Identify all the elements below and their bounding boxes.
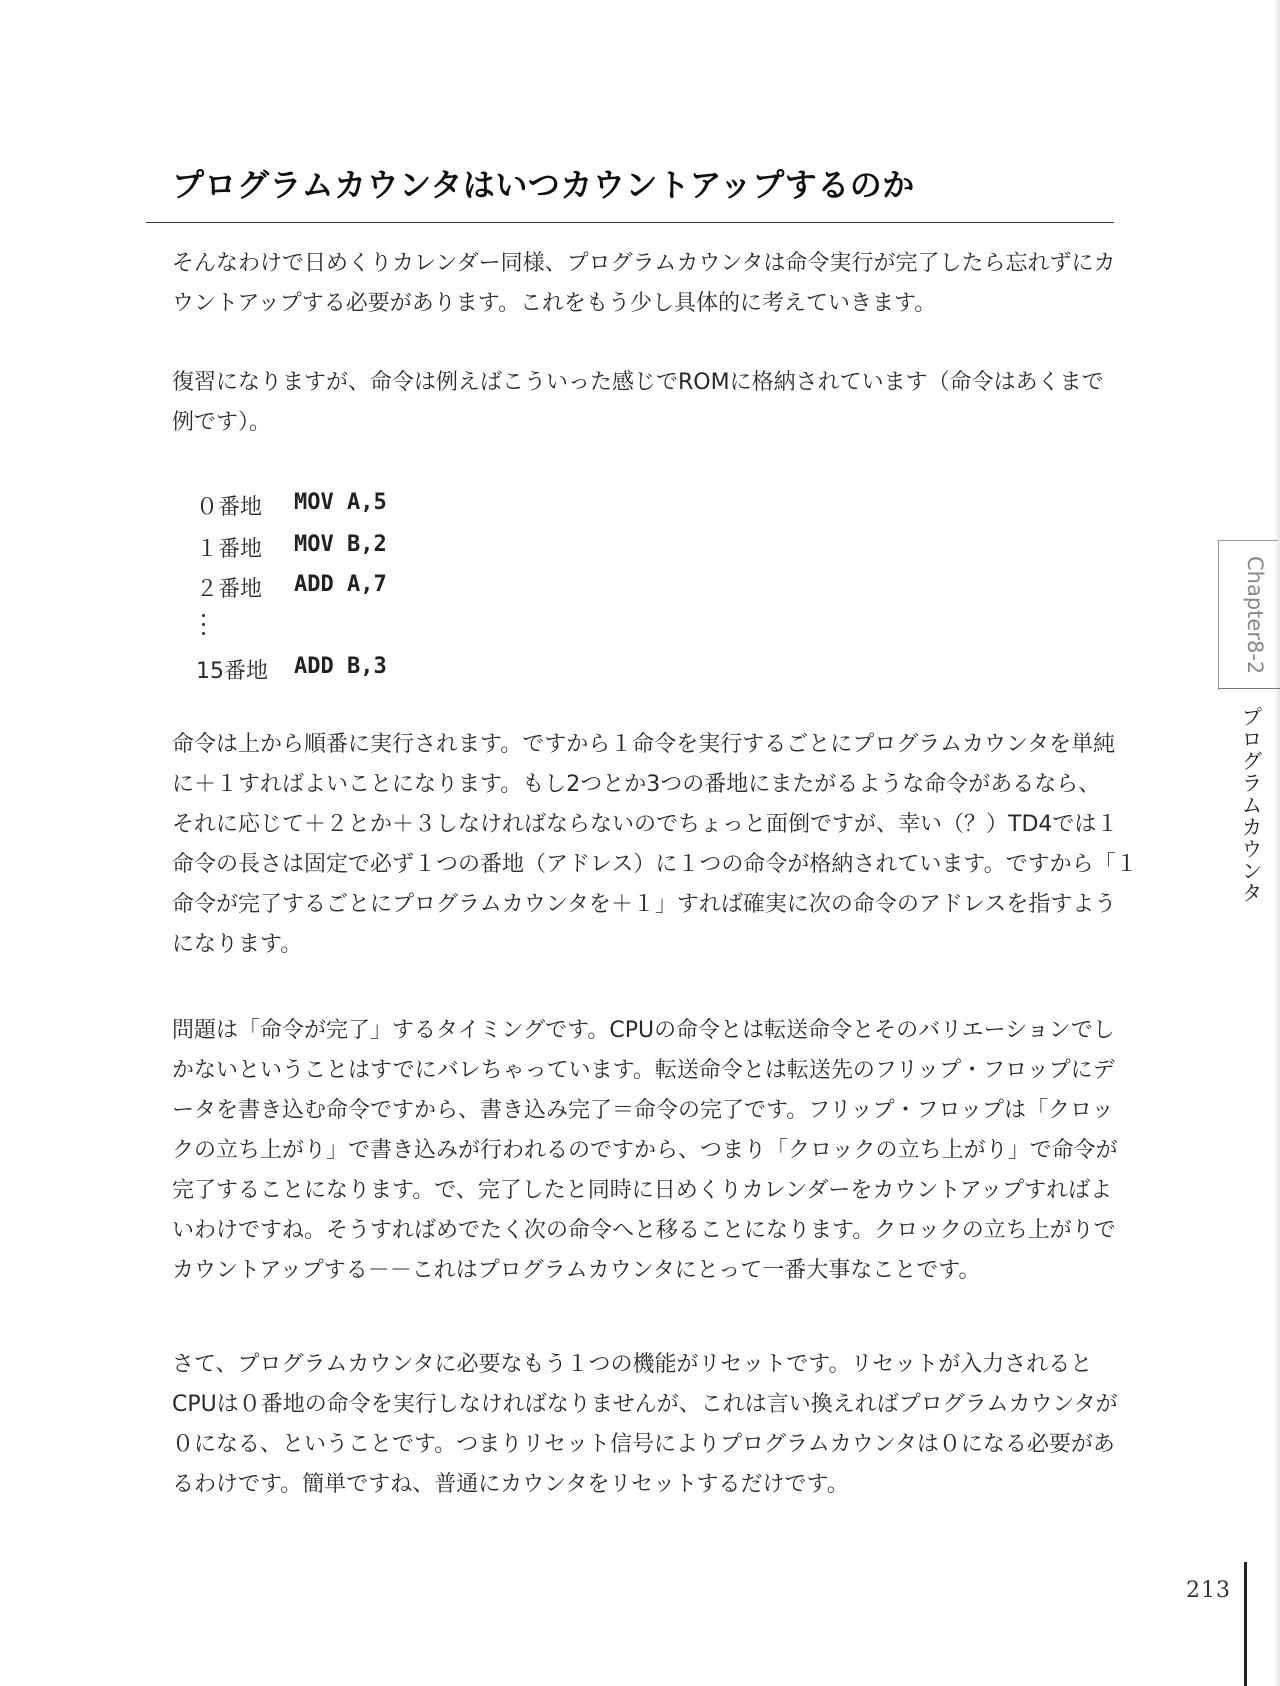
side-tab-left-rule — [1218, 540, 1219, 690]
paragraph-intro — [172, 244, 1132, 324]
paragraph-line: さて、プログラムカウンタに必要なもう１つの機能がリセットです。リセットが入力されると — [172, 1352, 1093, 1377]
side-tab-chapter: Chapter8-2 — [1243, 556, 1267, 675]
page-edge — [1274, 0, 1280, 1686]
paragraph-line: ータを書き込む命令ですから、書き込み完了＝命令の完了です。フリップ・フロップは「クロッ — [172, 1098, 1114, 1123]
code-instruction: ADD A,7 — [294, 572, 387, 597]
paragraph-line: クの立ち上がり」で書き込みが行われるのですから、つまり「クロックの立ち上がり」で命令が — [172, 1138, 1118, 1163]
side-tab-divider — [1218, 688, 1280, 689]
paragraph-line: 問題は「命令が完了」するタイミングです。CPUの命令とは転送命令とそのバリエーションでし — [172, 1018, 1115, 1043]
paragraph-timing — [172, 1011, 1132, 1291]
code-line — [196, 532, 496, 562]
paragraph-line: かないということはすでにバレちゃっています。転送命令とは転送先のフリップ・フロップにデ — [172, 1058, 1115, 1083]
paragraph-line: 例です）。 — [172, 410, 272, 435]
page-number: 213 — [1186, 1578, 1231, 1603]
title-underline — [146, 222, 1114, 223]
code-address: １番地 — [196, 537, 263, 562]
page-number-rule — [1244, 1562, 1247, 1686]
paragraph-line: それに応じて＋２とか＋３しなければならないのでちょっと面倒ですが、幸い（？）TD4では１ — [172, 812, 1119, 837]
code-address: ０番地 — [196, 495, 263, 520]
paragraph-line: るわけです。簡単ですね、普通にカウンタをリセットするだけです。 — [172, 1472, 849, 1497]
code-instruction: ADD B,3 — [294, 654, 387, 679]
paragraph-line: になります。 — [172, 932, 303, 957]
code-line — [196, 490, 496, 520]
paragraph-line: カウントアップする－－これはプログラムカウンタにとって一番大事なことです。 — [172, 1258, 981, 1283]
paragraph-line: CPUは０番地の命令を実行しなければなりませんが、これは言い換えればプログラムカウンタが — [172, 1392, 1118, 1417]
code-address: ２番地 — [196, 577, 263, 602]
paragraph-line: いわけですね。そうすればめでたく次の命令へと移ることになります。クロックの立ち上がりで — [172, 1218, 1116, 1243]
paragraph-line: 命令が完了するごとにプログラムカウンタを＋１」すれば確実に次の命令のアドレスを指すよう — [172, 892, 1117, 917]
code-instruction: MOV B,2 — [294, 532, 387, 557]
paragraph-review — [172, 363, 1132, 443]
code-line — [196, 654, 496, 684]
paragraph-line: 復習になりますが、命令は例えばこういった感じでROMに格納されています（命令はあくまで — [172, 370, 1104, 395]
paragraph-line: 完了することになります。で、完了したと同時に日めくりカレンダーをカウントアップすればよ — [172, 1178, 1113, 1203]
paragraph-line: ０になる、ということです。つまりリセット信号によりプログラムカウンタは０になる必要があ — [172, 1432, 1115, 1457]
code-instruction: MOV A,5 — [294, 490, 387, 515]
paragraph-line: 命令の長さは固定で必ず１つの番地（アドレス）に１つの命令が格納されています。ですから「１ — [172, 852, 1138, 877]
paragraph-execution — [172, 725, 1138, 965]
code-address: 15番地 — [196, 659, 268, 684]
paragraph-line: 命令は上から順番に実行されます。ですから１命令を実行するごとにプログラムカウンタを単純 — [172, 732, 1116, 757]
paragraph-line: そんなわけで日めくりカレンダー同様、プログラムカウンタは命令実行が完了したら忘れずにカ — [172, 251, 1116, 276]
code-ellipsis — [196, 612, 496, 642]
section-title: プログラムカウンタはいつカウントアップするのか — [172, 166, 915, 204]
code-line — [196, 572, 496, 602]
side-tab-top-rule — [1218, 540, 1278, 541]
paragraph-reset — [172, 1345, 1132, 1505]
paragraph-line: ウントアップする必要があります。これをもう少し具体的に考えていきます。 — [172, 291, 937, 316]
side-tab-section: プログラムカウンタ — [1239, 706, 1263, 904]
vertical-ellipsis-icon — [202, 612, 208, 638]
paragraph-line: に＋１すればよいことになります。もし2つとか3つの番地にまたがるような命令があるなら、 — [172, 772, 1101, 797]
